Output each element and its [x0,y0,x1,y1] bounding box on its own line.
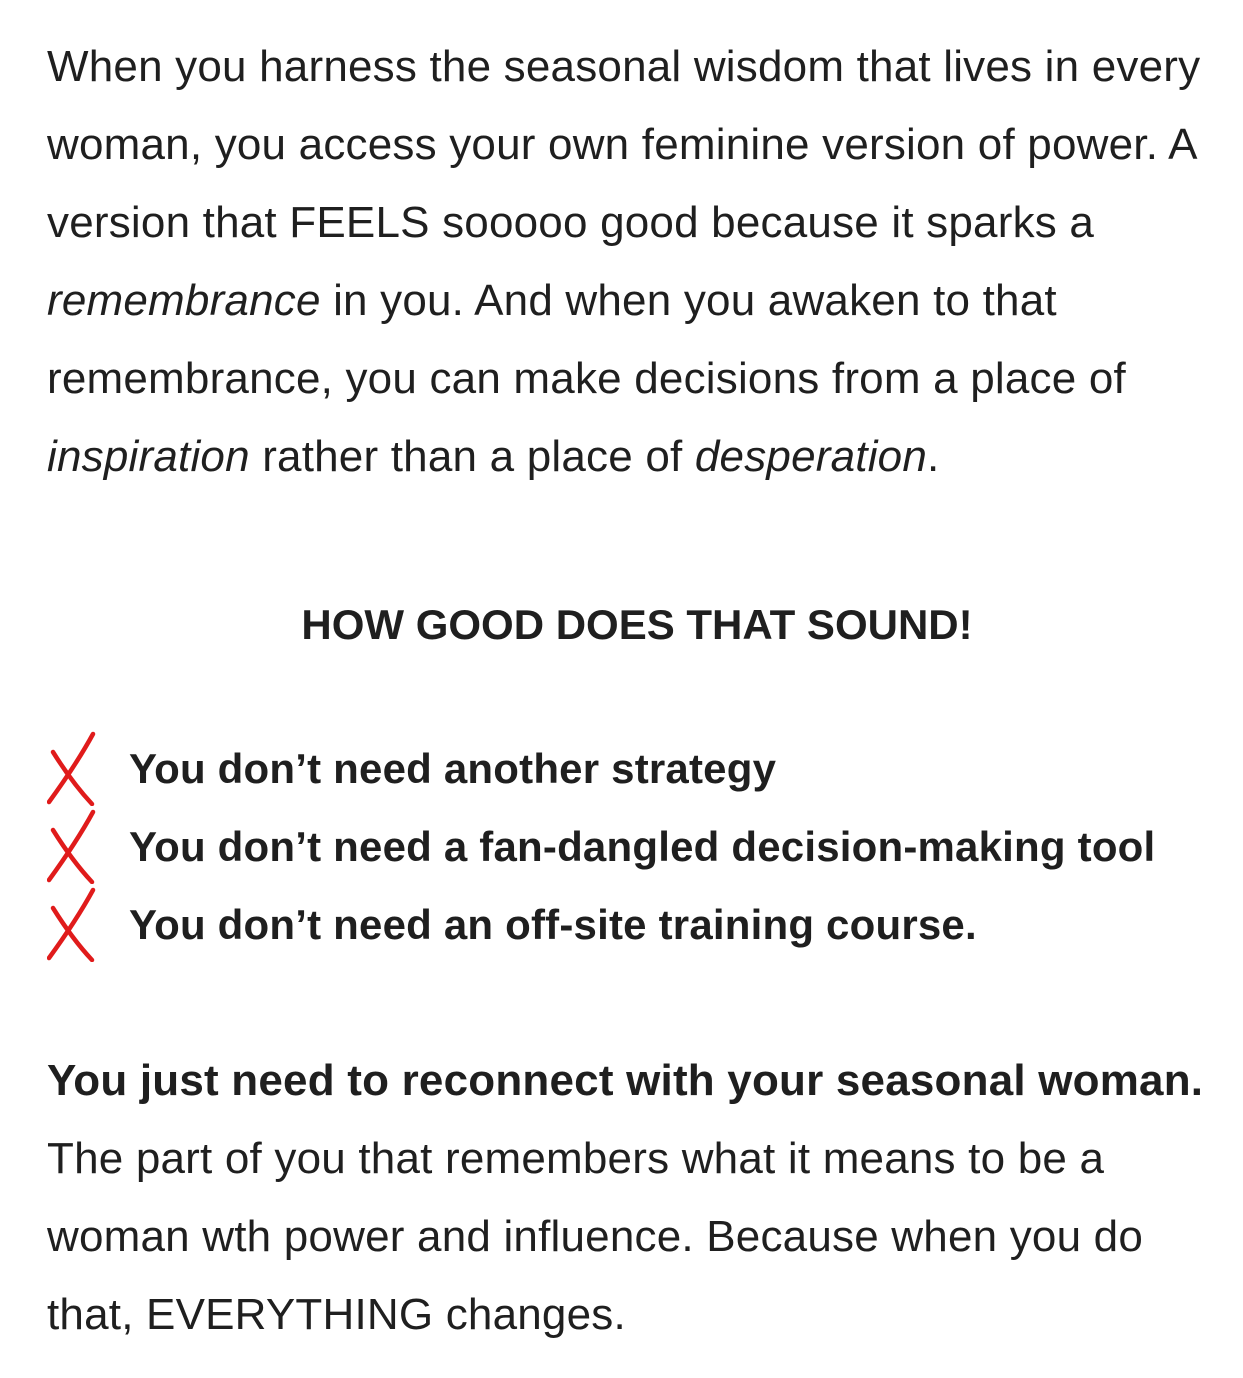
intro-emphasis-desperation: desperation [694,432,928,481]
intro-emphasis-inspiration: inspiration [47,432,250,481]
closing-bold-text: You just need to reconnect with your seasonal woman. [47,1056,1204,1105]
not-needed-list [47,730,1237,964]
list-item [47,730,1237,808]
list-item-text: You don’t need a fan-dangled decision-making tool [129,823,1156,870]
content-page [47,28,1227,1339]
x-mark-icon [47,808,97,884]
intro-text-1: When you harness the seasonal wisdom that lives in every woman, you access your own feminine version of power. A version that FEELS sooooo good because it sparks a [47,42,1201,247]
list-item [47,808,1237,886]
closing-text: The part of you that remembers what it means to be a woman wth power and influence. Because when you do that, EVERYTHING changes. [47,1134,1144,1339]
intro-paragraph [47,28,1227,496]
list-item-text: You don’t need another strategy [129,745,777,792]
list-item-text: You don’t need an off-site training course. [129,901,977,948]
intro-emphasis-remembrance: remembrance [47,276,321,325]
x-mark-icon [47,886,97,962]
intro-text-4: . [927,432,940,481]
list-item [47,886,1237,964]
headline: HOW GOOD DOES THAT SOUND! [301,601,973,648]
closing-paragraph [47,1042,1232,1354]
intro-text-3: rather than a place of [249,432,695,481]
intro-text-2: in you. And when you awaken to that remembrance, you can make decisions from a place of [47,276,1126,403]
x-mark-icon [47,730,97,806]
